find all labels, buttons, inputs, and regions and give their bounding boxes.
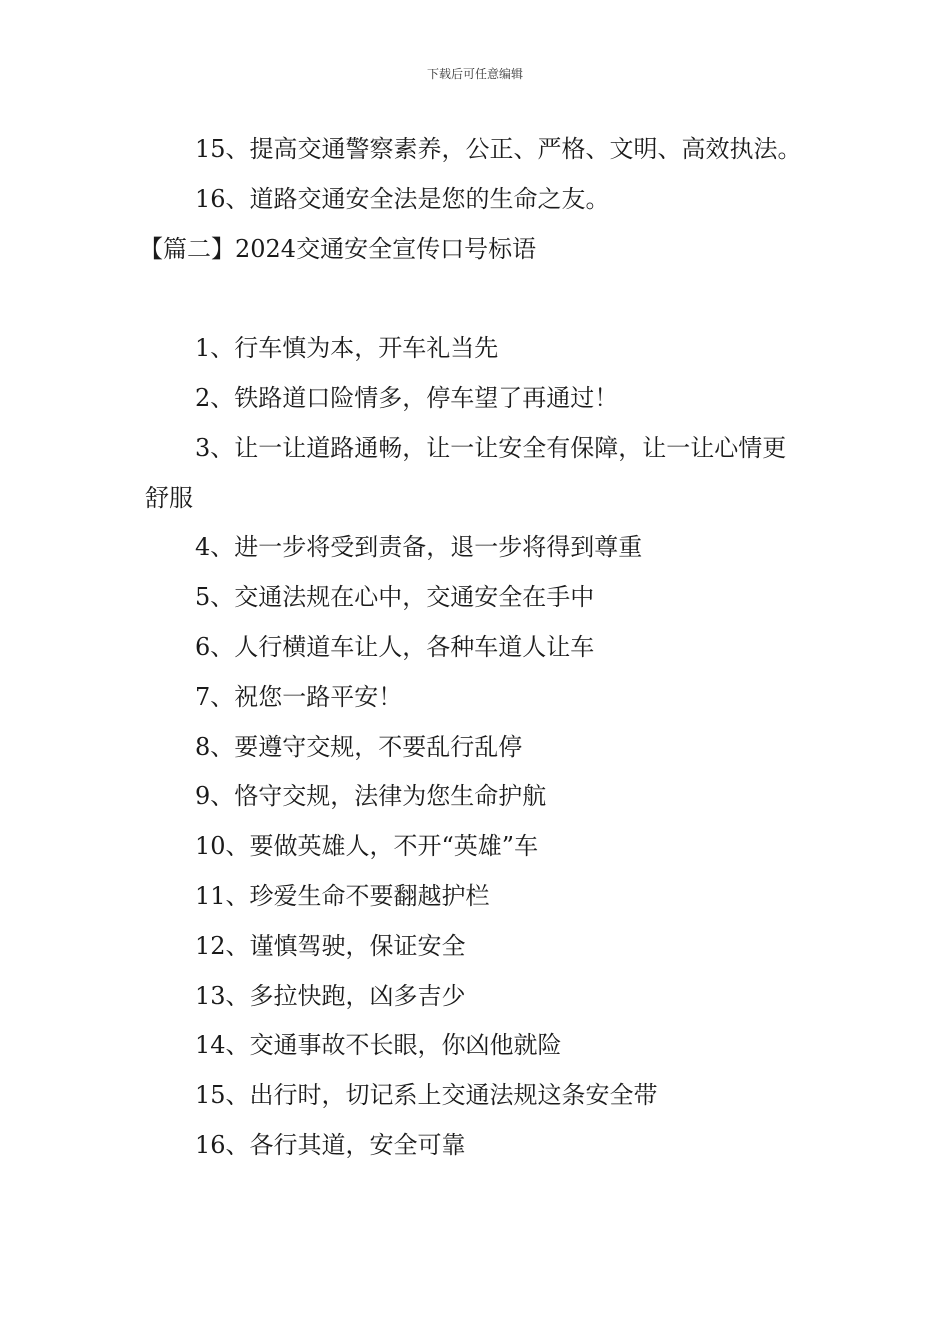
section-title: 【篇二】2024交通安全宣传口号标语 bbox=[139, 234, 537, 263]
list-item: 14、交通事故不长眼，你凶他就险 bbox=[195, 1031, 562, 1060]
list-item: 5、交通法规在心中，交通安全在手中 bbox=[195, 583, 595, 612]
document-body bbox=[139, 125, 810, 1171]
list-item: 2、铁路道口险情多，停车望了再通过！ bbox=[195, 383, 619, 412]
list-item: 12、谨慎驾驶，保证安全 bbox=[195, 931, 466, 960]
list-item: 4、进一步将受到责备，退一步将得到尊重 bbox=[195, 533, 643, 562]
list-item: 13、多拉快跑，凶多吉少 bbox=[195, 981, 466, 1010]
list-item: 6、人行横道车让人，各种车道人让车 bbox=[195, 632, 595, 661]
list-item: 8、要遵守交规，不要乱行乱停 bbox=[195, 732, 523, 761]
list-item: 7、祝您一路平安！ bbox=[195, 682, 403, 711]
intro-item: 16、道路交通安全法是您的生命之友。 bbox=[195, 184, 610, 213]
list-item: 11、珍爱生命不要翻越护栏 bbox=[195, 881, 490, 910]
list-item: 15、出行时，切记系上交通法规这条安全带 bbox=[195, 1081, 658, 1110]
list-item: 1、行车慎为本，开车礼当先 bbox=[195, 334, 499, 363]
list-item: 10、要做英雄人，不开“英雄”车 bbox=[195, 832, 539, 861]
list-item: 9、恪守交规，法律为您生命护航 bbox=[195, 782, 547, 811]
intro-item: 15、提高交通警察素养，公正、严格、文明、高效执法。 bbox=[195, 135, 802, 163]
page-header-note: 下载后可任意编辑 bbox=[426, 67, 523, 81]
spacer bbox=[145, 274, 810, 324]
list-item: 16、各行其道，安全可靠 bbox=[195, 1130, 466, 1159]
list-item: 3、让一让道路通畅，让一让安全有保障，让一让心情更舒服 bbox=[145, 433, 787, 512]
